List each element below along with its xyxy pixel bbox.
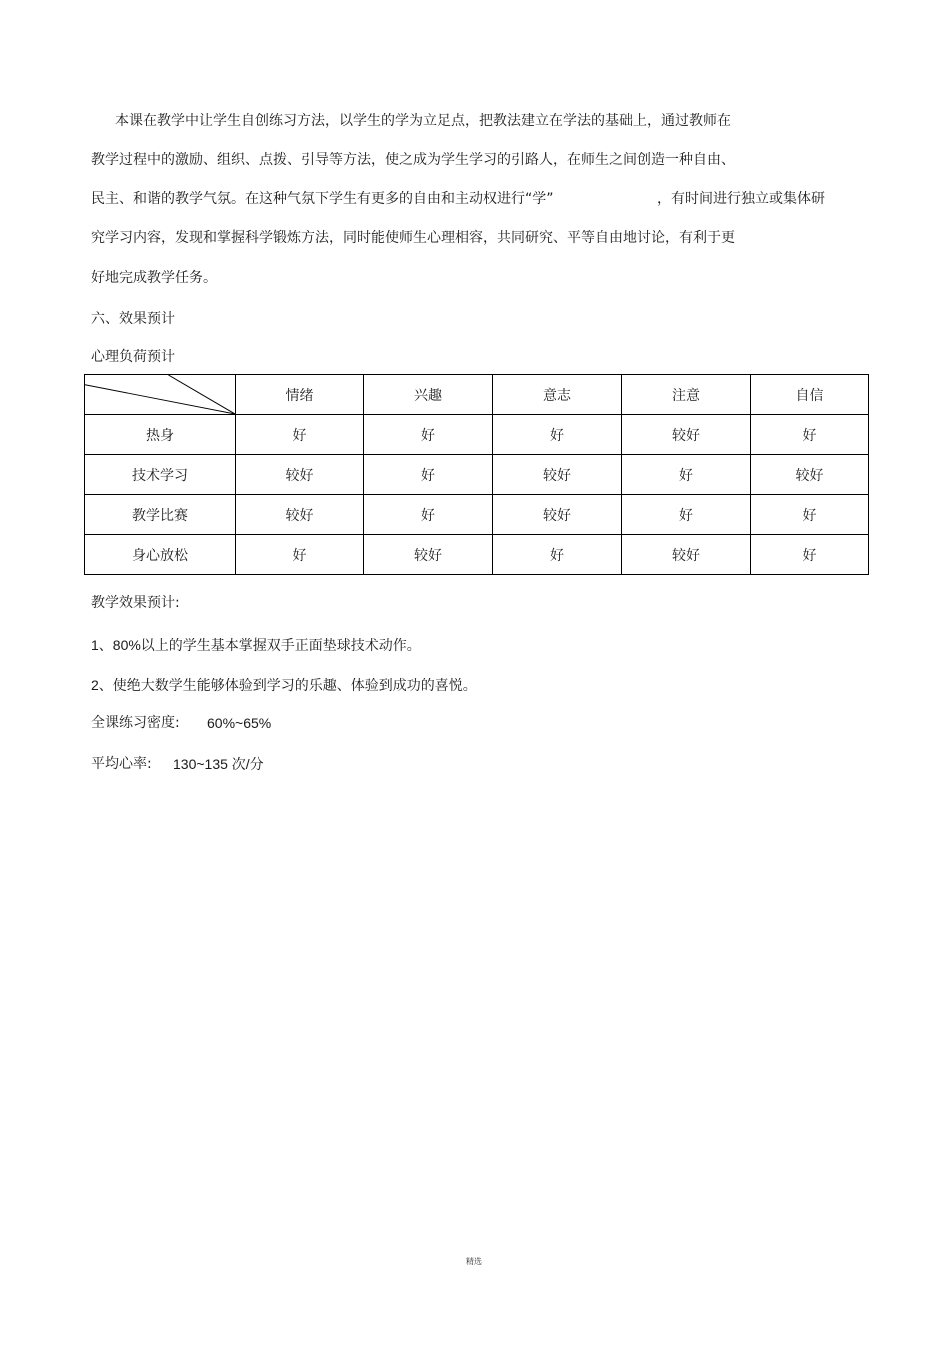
density-value: 60%~65%	[207, 715, 272, 731]
table-cell: 好	[364, 455, 493, 495]
row-label: 身心放松	[85, 535, 236, 575]
column-header: 自信	[751, 375, 869, 415]
heart-rate-label: 平均心率:	[91, 756, 152, 772]
paragraph-line-5: 好地完成教学任务。	[91, 270, 217, 286]
section-heading: 六、效果预计	[91, 311, 175, 327]
paragraph-line-1: 本课在教学中让学生自创练习方法，以学生的学为立足点，把教法建立在学法的基础上，通过教师在	[115, 113, 731, 129]
table-cell: 好	[751, 415, 869, 455]
table-cell: 好	[236, 415, 364, 455]
heart-rate-value: 130~135 次/分	[173, 756, 264, 772]
paragraph-line-2: 教学过程中的激励、组织、点拨、引导等方法，使之成为学生学习的引路人，在师生之间创造一种自由、	[91, 152, 735, 168]
table-row	[85, 495, 869, 535]
table-cell: 较好	[751, 455, 869, 495]
table-cell: 较好	[236, 455, 364, 495]
row-label: 热身	[85, 415, 236, 455]
column-header: 兴趣	[364, 375, 493, 415]
footer-mark: 精选	[466, 1257, 482, 1266]
paragraph-line-3b: ，有时间进行独立或集体研	[657, 191, 825, 207]
table-cell: 好	[751, 495, 869, 535]
psych-load-table	[84, 374, 869, 575]
table-cell: 好	[364, 415, 493, 455]
table-cell: 较好	[493, 455, 622, 495]
table-cell: 好	[622, 495, 751, 535]
table-title: 心理负荷预计	[91, 349, 175, 365]
paragraph-line-4: 究学习内容，发现和掌握科学锻炼方法，同时能使师生心理相容，共同研究、平等自由地讨论，有利于更	[91, 230, 735, 246]
table-row	[85, 455, 869, 495]
effect-item-1: 1、80%以上的学生基本掌握双手正面垫球技术动作。	[91, 637, 421, 653]
column-header: 情绪	[236, 375, 364, 415]
diagonal-lines	[85, 375, 235, 414]
table-cell: 好	[751, 535, 869, 575]
table-cell: 较好	[622, 415, 751, 455]
diagonal-corner-cell	[85, 375, 236, 415]
column-header: 意志	[493, 375, 622, 415]
table-cell: 好	[493, 535, 622, 575]
table-cell: 较好	[622, 535, 751, 575]
table-cell: 较好	[493, 495, 622, 535]
table-header-row	[85, 375, 869, 415]
column-header: 注意	[622, 375, 751, 415]
paragraph-line-3a: 民主、和谐的教学气氛。在这种气氛下学生有更多的自由和主动权进行“学”	[91, 191, 554, 207]
effect-item-2: 2、使绝大数学生能够体验到学习的乐趣、体验到成功的喜悦。	[91, 677, 477, 693]
density-label: 全课练习密度:	[91, 715, 180, 731]
effects-heading: 教学效果预计:	[91, 595, 180, 611]
table-row	[85, 415, 869, 455]
table-row	[85, 535, 869, 575]
table-cell: 好	[236, 535, 364, 575]
table-cell: 好	[622, 455, 751, 495]
table-cell: 较好	[364, 535, 493, 575]
table-cell: 较好	[236, 495, 364, 535]
table-cell: 好	[364, 495, 493, 535]
table-cell: 好	[493, 415, 622, 455]
row-label: 教学比赛	[85, 495, 236, 535]
row-label: 技术学习	[85, 455, 236, 495]
